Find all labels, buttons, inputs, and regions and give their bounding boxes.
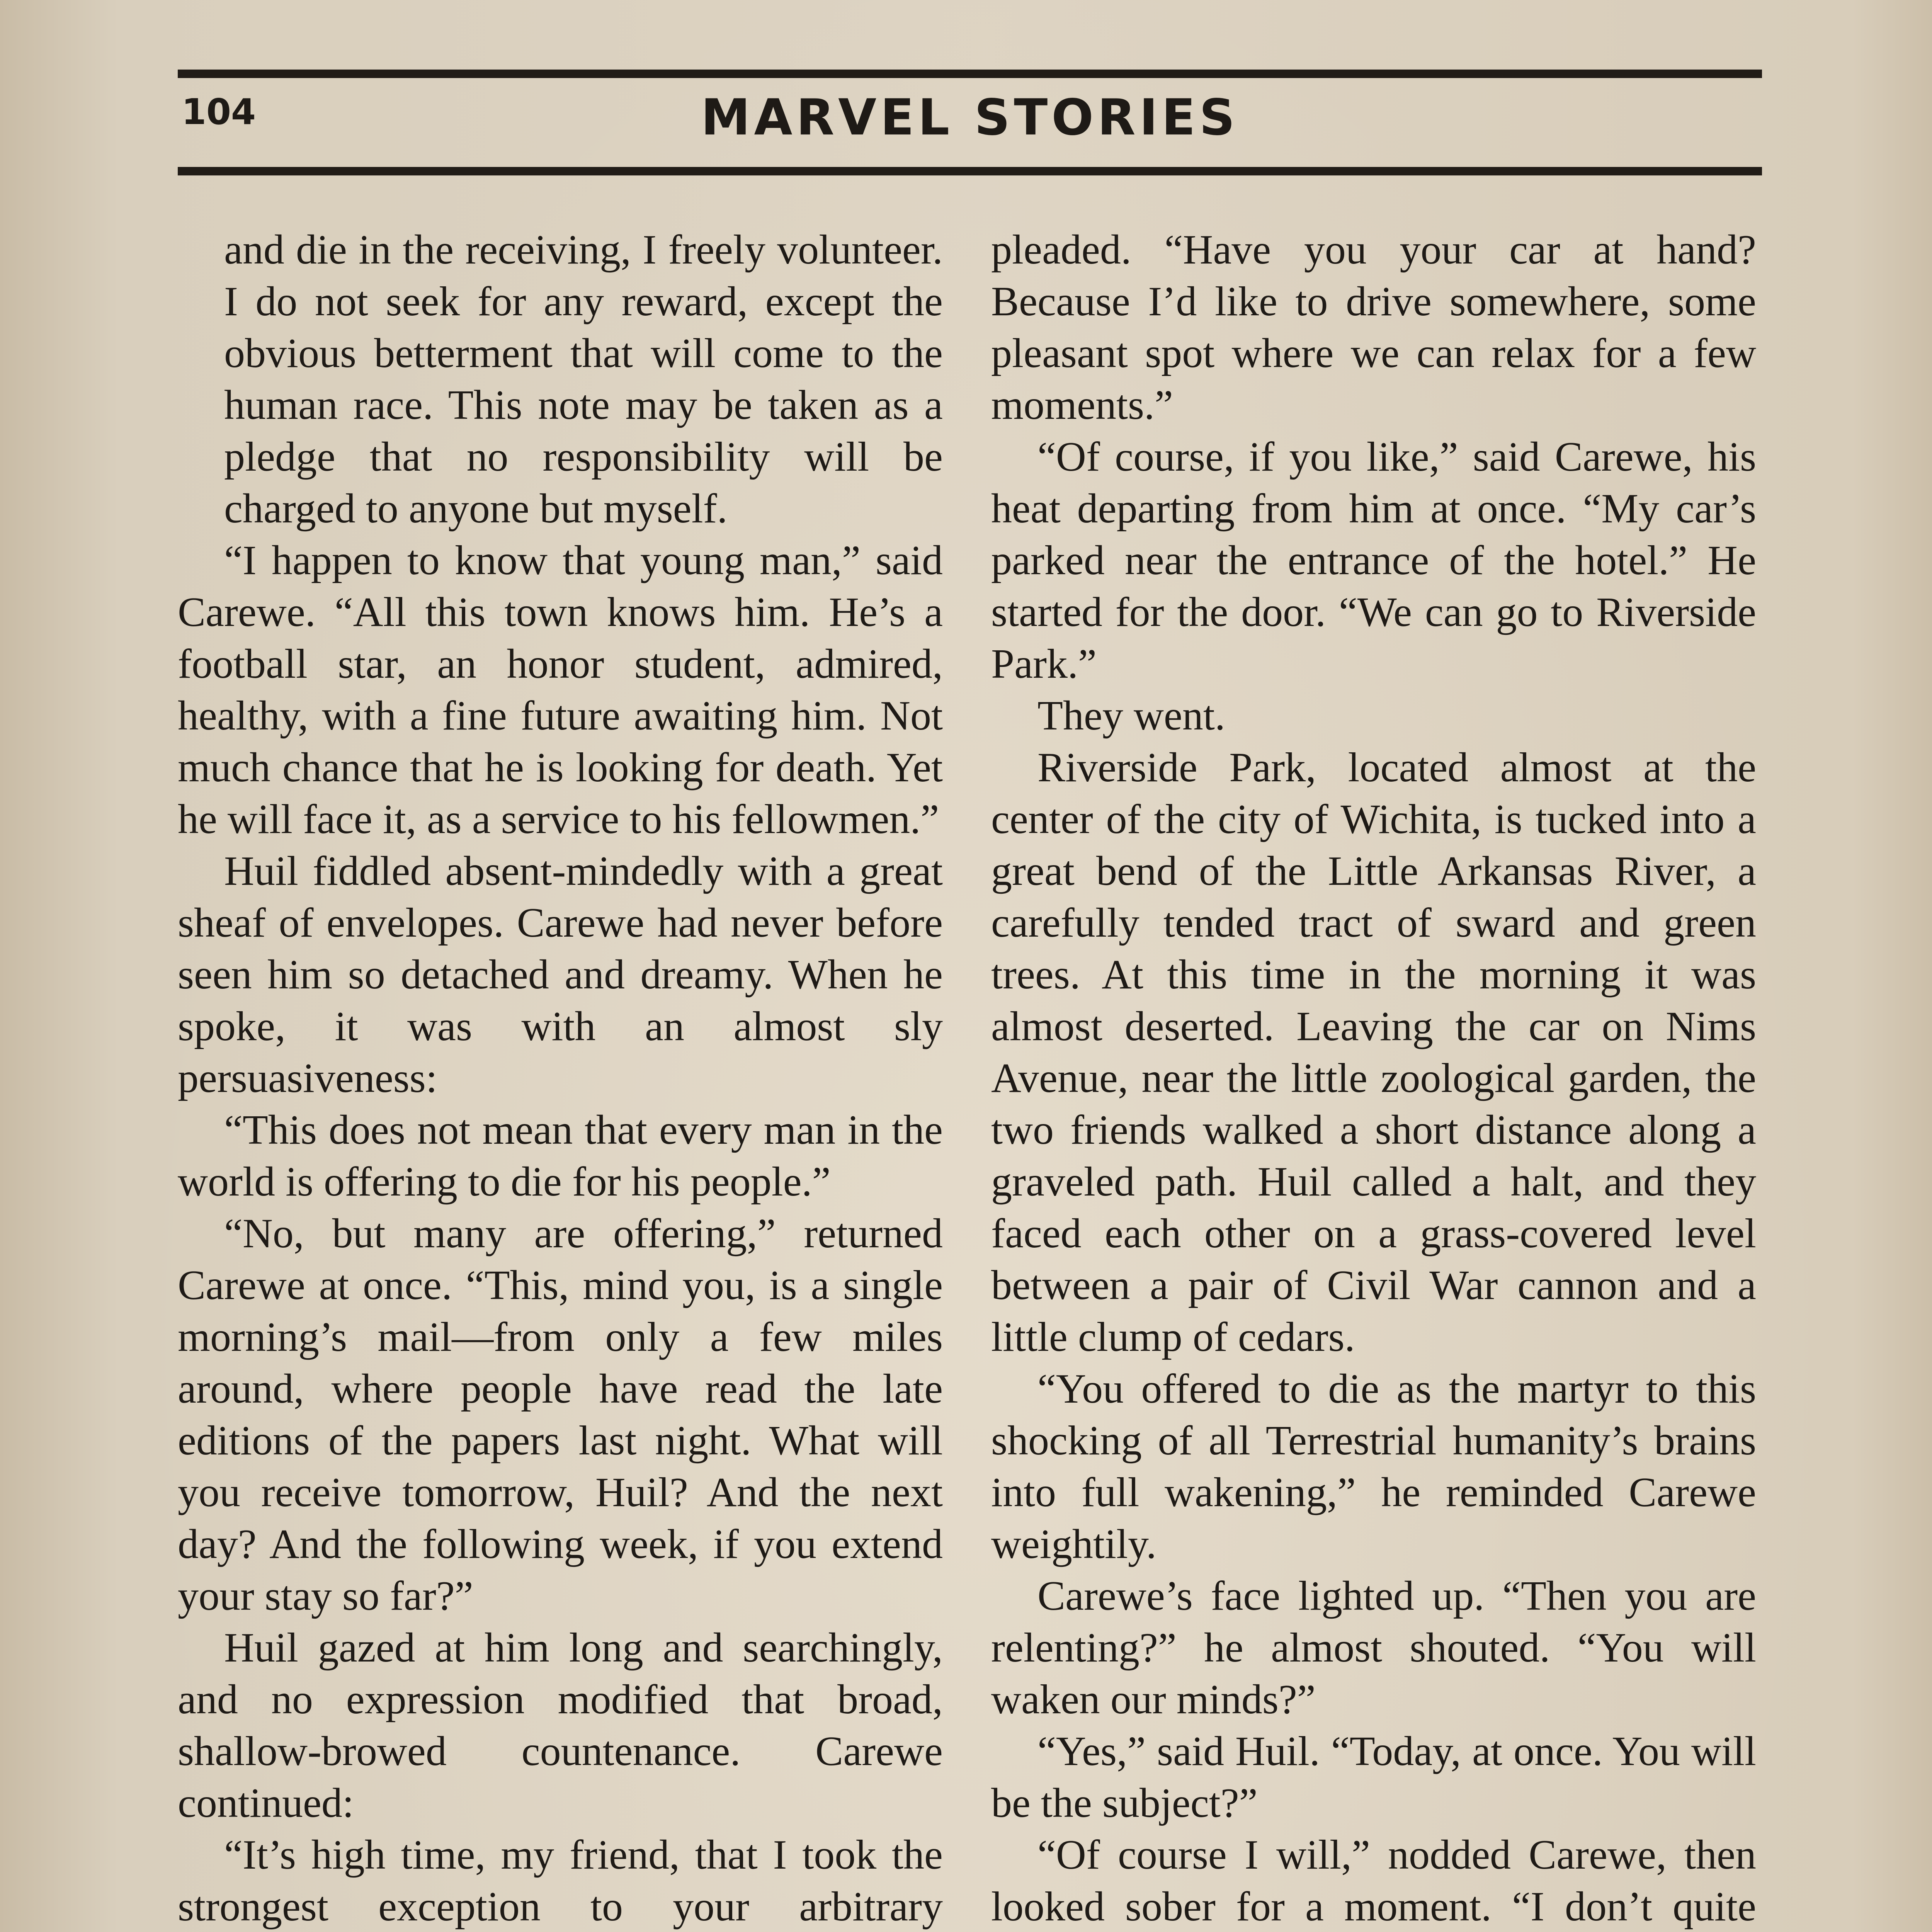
left-text-column bbox=[178, 224, 943, 1932]
running-title: MARVEL STORIES bbox=[701, 89, 1239, 146]
paragraph: “Yes,” said Huil. “Today, at once. You will be the subject?” bbox=[991, 1728, 1756, 1826]
paragraph: “It’s high time, my friend, that I took the strongest exception to your arbitrary bbox=[178, 1832, 943, 1930]
right-text-column bbox=[991, 224, 1756, 1932]
page-number: 104 bbox=[182, 91, 256, 133]
paragraph: “Of course, if you like,” said Carewe, his heat departing from him at once. “My car’s parked near the entrance of the hotel.” He started for the door. “We can go to Riverside Park.” bbox=[991, 434, 1756, 687]
header-top-rule bbox=[178, 70, 1762, 78]
paragraph: “You offered to die as the martyr to this shocking of all Terrestrial humanity’s brains into full wakening,” he reminded Carewe weightily. bbox=[991, 1366, 1756, 1567]
header-bottom-rule bbox=[178, 167, 1762, 175]
paragraph: pleaded. “Have you your car at hand? Because I’d like to drive somewhere, some pleasant spot where we can relax for a few moments.” bbox=[991, 227, 1756, 428]
paragraph: “No, but many are offering,” returned Carewe at once. “This, mind you, is a single morning’s mail—from only a few miles around, where people have read the late editions of the papers last night. What will you receive tomorrow, Huil? And the next day? And the following week, if you extend your stay so far?” bbox=[178, 1211, 943, 1619]
paragraph: and die in the receiving, I freely volunteer. I do not seek for any reward, except the obvious betterment that will come to the human race. This note may be taken as a pledge that no responsibility will be charged to anyone but myself. bbox=[224, 227, 943, 532]
paragraph: “Of course I will,” nodded Carewe, then looked sober for a moment. “I don’t quite bbox=[991, 1832, 1756, 1930]
paragraph: Riverside Park, located almost at the center of the city of Wichita, is tucked into a great bend of the Little Arkansas River, a carefully tended tract of sward and green trees. At this time in the morning it was almost deserted. Leaving the car on Nims Avenue, near the little zoological garden, the two friends walked a short distance along a graveled path. Huil called a halt, and they faced each other on a grass-covered level between a pair of Civil War cannon and a little clump of cedars. bbox=[991, 745, 1756, 1360]
paragraph: “This does not mean that every man in the world is offering to die for his people.” bbox=[178, 1107, 943, 1205]
paragraph: Huil gazed at him long and searchingly, and no expression modified that broad, shallow-browed countenance. Carewe continued: bbox=[178, 1625, 943, 1826]
paragraph: “I happen to know that young man,” said Carewe. “All this town knows him. He’s a football star, an honor student, admired, healthy, with a fine future awaiting him. Not much chance that he is looking for death. Yet he will face it, as a service to his fellowmen.” bbox=[178, 537, 943, 842]
paragraph: Huil fiddled absent-mindedly with a great sheaf of envelopes. Carewe had never before seen him so detached and dreamy. When he spoke, it was with an almost sly persuasiveness: bbox=[178, 848, 943, 1101]
paragraph: Carewe’s face lighted up. “Then you are relenting?” he almost shouted. “You will waken our minds?” bbox=[991, 1573, 1756, 1723]
paragraph: They went. bbox=[1037, 693, 1225, 739]
